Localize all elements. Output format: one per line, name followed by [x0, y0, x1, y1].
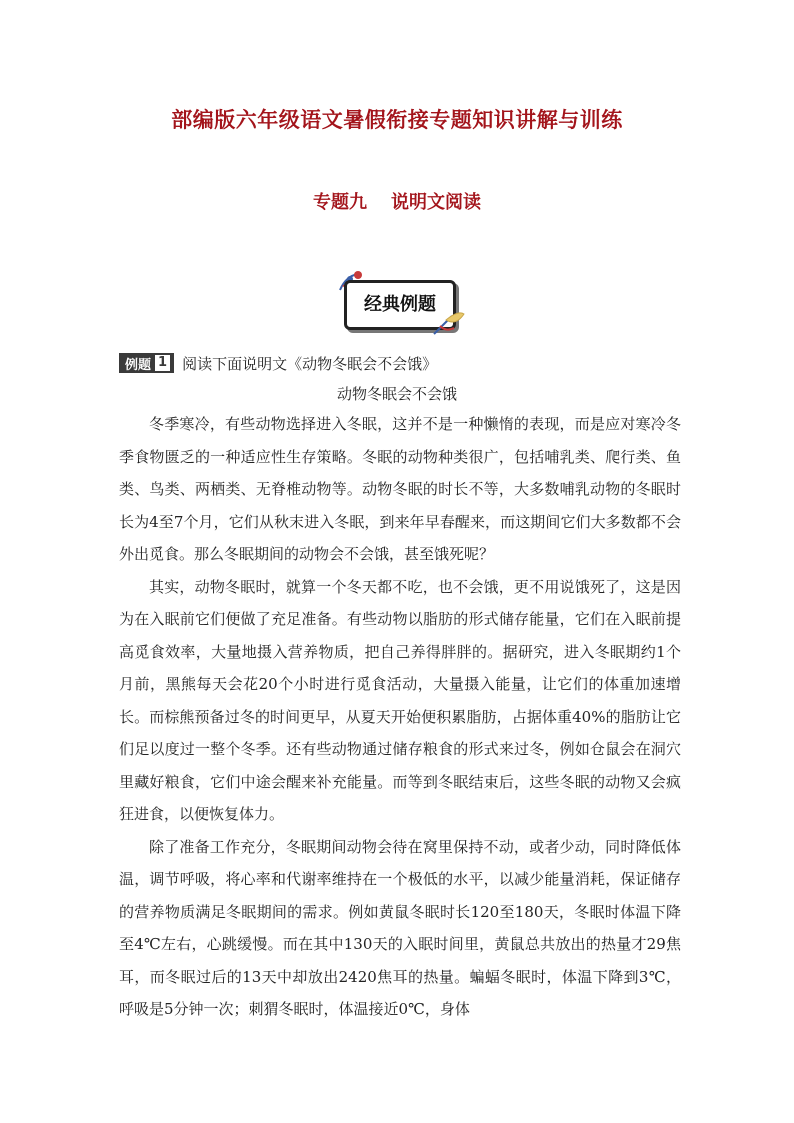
article-paragraph: 冬季寒冷，有些动物选择进入冬眠，这并不是一种懒惰的表现，而是应对寒冷冬季食物匮乏的一种适应性生存策略。冬眠的动物种类很广，包括哺乳类、爬行类、鱼类、鸟类、两栖类、无脊椎动物等。动物冬眠的时长不等，大多数哺乳动物的冬眠时长为4至7个月，它们从秋末进入冬眠，到来年早春醒来，而这期间它们大多数都不会外出觅食。那么冬眠期间的动物会不会饿，甚至饿死呢？ [119, 415, 681, 563]
example-tag [119, 353, 174, 373]
topic-title [0, 188, 794, 214]
topic-name: 说明文阅读 [391, 192, 481, 213]
section-badge [336, 270, 466, 336]
article-paragraph: 其实，动物冬眠时，就算一个冬天都不吃，也不会饿，更不用说饿死了，这是因为在入眠前它们便做了充足准备。有些动物以脂肪的形式储存能量，它们在入眠前提高觅食效率，大量地摄入营养物质，把自己养得胖胖的。据研究，进入冬眠期约1个月前，黑熊每天会花20个小时进行觅食活动，大量摄入能量，让它们的体重加速增长。而棕熊预备过冬的时间更早，从夏天开始便积累脂肪，占据体重40%的脂肪让它们足以度过一整个冬季。还有些动物通过储存粮食的形式来过冬，例如仓鼠会在洞穴里藏好粮食，它们中途会醒来补充能量。而等到冬眠结束后，这些冬眠的动物又会疯狂进食，以便恢复体力。 [119, 577, 681, 823]
leaf-decoration-icon [432, 308, 466, 336]
document-title: 部编版六年级语文暑假衔接专题知识讲解与训练 [171, 108, 623, 132]
article-paragraph: 除了准备工作充分，冬眠期间动物会待在窝里保持不动，或者少动，同时降低体温，调节呼吸，将心率和代谢率维持在一个极低的水平，以减少能量消耗，保证储存的营养物质满足冬眠期间的需求。例如黄鼠冬眠时长120至180天，冬眠时体温下降至4℃左右，心跳缓慢。而在其中130天的入眠时间里，黄鼠总共放出的热量才29焦耳，而冬眠过后的13天中却放出2420焦耳的热量。蝙蝠冬眠时，体温下降到3℃，呼吸是5分钟一次；刺猬冬眠时，体温接近0℃，身体 [119, 837, 681, 1018]
article-title: 动物冬眠会不会饿 [336, 385, 457, 403]
example-instruction: 阅读下面说明文《动物冬眠会不会饿》 [182, 354, 438, 373]
example-tag-label: 例题 [125, 357, 152, 373]
badge-label: 经典例题 [364, 294, 436, 315]
example-heading [119, 352, 437, 374]
topic-number: 专题九 [313, 192, 367, 213]
example-number: 1 [155, 355, 170, 371]
article-body [119, 408, 681, 1026]
